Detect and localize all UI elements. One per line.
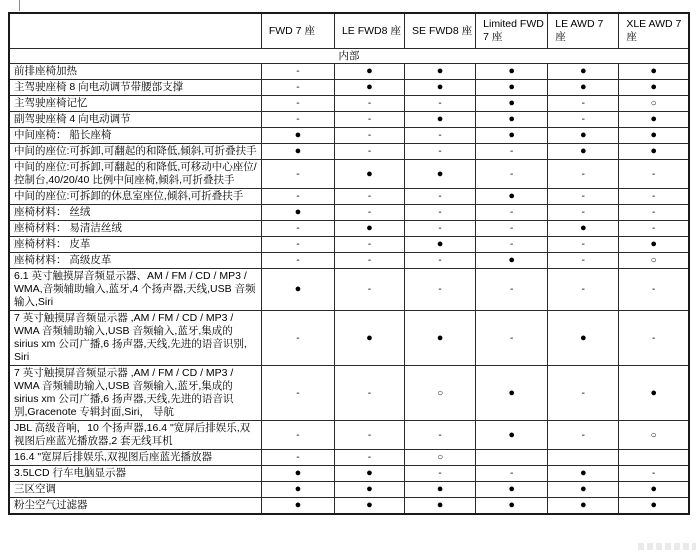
value-cell: ● bbox=[405, 237, 476, 253]
value-cell: ● bbox=[476, 421, 548, 450]
value-cell: ● bbox=[476, 366, 548, 421]
section-label: 内部 bbox=[9, 49, 689, 64]
value-cell: - bbox=[261, 112, 334, 128]
table-row bbox=[9, 269, 689, 311]
column-header: LE AWD 7 座 bbox=[548, 13, 619, 49]
value-cell: ○ bbox=[405, 366, 476, 421]
value-cell: - bbox=[261, 80, 334, 96]
value-cell: - bbox=[405, 421, 476, 450]
value-cell: ● bbox=[405, 160, 476, 189]
table-row bbox=[9, 237, 689, 253]
value-cell: - bbox=[261, 237, 334, 253]
value-cell: ● bbox=[405, 80, 476, 96]
watermark-smudge bbox=[638, 543, 696, 550]
value-cell: ● bbox=[476, 80, 548, 96]
value-cell: ● bbox=[619, 144, 689, 160]
value-cell: - bbox=[334, 237, 404, 253]
value-cell: ○ bbox=[619, 253, 689, 269]
value-cell: - bbox=[405, 253, 476, 269]
value-cell: - bbox=[548, 269, 619, 311]
feature-cell: 主驾驶座椅记忆 bbox=[9, 96, 261, 112]
value-cell: ● bbox=[261, 205, 334, 221]
value-cell: - bbox=[619, 160, 689, 189]
value-cell: - bbox=[405, 96, 476, 112]
value-cell: - bbox=[334, 269, 404, 311]
value-cell: ● bbox=[261, 269, 334, 311]
feature-cell: 主驾驶座椅 8 向电动调节带腰部支撑 bbox=[9, 80, 261, 96]
table-row bbox=[9, 144, 689, 160]
value-cell: - bbox=[334, 421, 404, 450]
value-cell: - bbox=[334, 144, 404, 160]
value-cell: - bbox=[619, 189, 689, 205]
value-cell: ● bbox=[334, 64, 404, 80]
table-row bbox=[9, 128, 689, 144]
feature-cell: 中间座椅： 船长座椅 bbox=[9, 128, 261, 144]
value-cell: ● bbox=[619, 112, 689, 128]
value-cell: ● bbox=[548, 221, 619, 237]
value-cell: - bbox=[405, 221, 476, 237]
value-cell: ● bbox=[548, 64, 619, 80]
feature-cell: 座椅材料： 易清洁丝绒 bbox=[9, 221, 261, 237]
table-row bbox=[9, 64, 689, 80]
table-row bbox=[9, 421, 689, 450]
value-cell: - bbox=[548, 160, 619, 189]
value-cell: - bbox=[261, 96, 334, 112]
value-cell: ● bbox=[405, 64, 476, 80]
value-cell: - bbox=[334, 205, 404, 221]
value-cell: - bbox=[476, 269, 548, 311]
table-header bbox=[9, 13, 689, 49]
value-cell bbox=[476, 450, 548, 466]
table-row bbox=[9, 221, 689, 237]
value-cell: - bbox=[619, 269, 689, 311]
value-cell: ● bbox=[261, 466, 334, 482]
value-cell: - bbox=[476, 311, 548, 366]
feature-cell: 16.4 "宽屏后排娱乐,双视图后座蓝光播放器 bbox=[9, 450, 261, 466]
value-cell: - bbox=[476, 466, 548, 482]
table-row bbox=[9, 311, 689, 366]
table-top-edge-artifact bbox=[19, 0, 20, 11]
value-cell: ● bbox=[476, 189, 548, 205]
value-cell: ● bbox=[548, 80, 619, 96]
value-cell: - bbox=[261, 366, 334, 421]
value-cell: ● bbox=[476, 128, 548, 144]
table-row bbox=[9, 366, 689, 421]
value-cell: - bbox=[405, 189, 476, 205]
table-row bbox=[9, 205, 689, 221]
value-cell: - bbox=[476, 160, 548, 189]
value-cell: ● bbox=[619, 498, 689, 515]
value-cell: ○ bbox=[619, 96, 689, 112]
value-cell: ● bbox=[619, 64, 689, 80]
value-cell: - bbox=[405, 205, 476, 221]
value-cell: - bbox=[334, 366, 404, 421]
feature-cell: 3.5LCD 行车电脑显示器 bbox=[9, 466, 261, 482]
table-row bbox=[9, 96, 689, 112]
value-cell: ○ bbox=[619, 421, 689, 450]
value-cell: - bbox=[619, 221, 689, 237]
feature-cell: 粉尘空气过滤器 bbox=[9, 498, 261, 515]
value-cell: ● bbox=[261, 128, 334, 144]
value-cell: ● bbox=[548, 128, 619, 144]
value-cell: ● bbox=[476, 64, 548, 80]
feature-cell: 中间的座位:可拆卸,可翻起的和降低,倾斜,可折叠扶手 bbox=[9, 144, 261, 160]
value-cell: - bbox=[261, 221, 334, 237]
value-cell: ● bbox=[261, 498, 334, 515]
feature-cell: 座椅材料： 丝绒 bbox=[9, 205, 261, 221]
feature-cell: 座椅材料： 皮革 bbox=[9, 237, 261, 253]
value-cell: ● bbox=[619, 482, 689, 498]
feature-cell: 中间的座位:可拆卸,可翻起的和降低,可移动中心座位/控制台,40/20/40 比例中间座椅,倾斜,可折叠扶手 bbox=[9, 160, 261, 189]
value-cell: - bbox=[261, 189, 334, 205]
value-cell: - bbox=[405, 144, 476, 160]
value-cell: - bbox=[476, 205, 548, 221]
value-cell: ● bbox=[548, 311, 619, 366]
column-header: Limited FWD 7 座 bbox=[476, 13, 548, 49]
value-cell: ● bbox=[476, 96, 548, 112]
column-header: LE FWD8 座 bbox=[334, 13, 404, 49]
value-cell: - bbox=[405, 128, 476, 144]
value-cell: - bbox=[334, 450, 404, 466]
value-cell: ● bbox=[334, 466, 404, 482]
value-cell: - bbox=[476, 144, 548, 160]
value-cell: - bbox=[405, 269, 476, 311]
value-cell: ● bbox=[261, 482, 334, 498]
feature-cell: 中间的座位:可拆卸的休息室座位,倾斜,可折叠扶手 bbox=[9, 189, 261, 205]
value-cell: ● bbox=[405, 112, 476, 128]
value-cell: ● bbox=[619, 237, 689, 253]
value-cell: - bbox=[261, 64, 334, 80]
value-cell: ● bbox=[619, 80, 689, 96]
table-body bbox=[9, 49, 689, 515]
corner-cell bbox=[9, 13, 261, 49]
column-header: FWD 7 座 bbox=[261, 13, 334, 49]
table-row bbox=[9, 160, 689, 189]
feature-cell: 三区空调 bbox=[9, 482, 261, 498]
value-cell: - bbox=[334, 112, 404, 128]
value-cell: - bbox=[334, 253, 404, 269]
value-cell: - bbox=[476, 237, 548, 253]
value-cell: - bbox=[548, 205, 619, 221]
value-cell: ● bbox=[476, 498, 548, 515]
value-cell: ● bbox=[405, 311, 476, 366]
value-cell: - bbox=[548, 366, 619, 421]
value-cell: ● bbox=[405, 482, 476, 498]
value-cell: - bbox=[548, 253, 619, 269]
value-cell: ● bbox=[334, 482, 404, 498]
feature-cell: 7 英寸触摸屏音频显示器 ,AM / FM / CD / MP3 / WMA 音频辅助输入,USB 音频输入,蓝牙,集成的 sirius xm 公司广播,6 扬声器,天线,先进的语音识别, Siri bbox=[9, 311, 261, 366]
value-cell: - bbox=[548, 237, 619, 253]
feature-cell: 6.1 英寸触摸屏音频显示器、AM / FM / CD / MP3 / WMA,音频辅助输入,蓝牙,4 个扬声器,天线,USB 音频输入,Siri bbox=[9, 269, 261, 311]
value-cell: ● bbox=[548, 482, 619, 498]
table-row bbox=[9, 450, 689, 466]
value-cell: - bbox=[619, 466, 689, 482]
value-cell: ● bbox=[334, 498, 404, 515]
column-header: SE FWD8 座 bbox=[405, 13, 476, 49]
value-cell: - bbox=[261, 160, 334, 189]
value-cell bbox=[548, 450, 619, 466]
feature-cell: 7 英寸触摸屏音频显示器 ,AM / FM / CD / MP3 / WMA 音频辅助输入,USB 音频输入,蓝牙,集成的 sirius xm 公司广播,6 扬声器,天线,先进的语音识别,Gracenote 专辑封面,Siri， 导航 bbox=[9, 366, 261, 421]
table-row bbox=[9, 253, 689, 269]
value-cell: ● bbox=[261, 144, 334, 160]
value-cell: - bbox=[476, 221, 548, 237]
value-cell: - bbox=[261, 253, 334, 269]
feature-cell: JBL 高级音响，10 个扬声器,16.4 "宽屏后排娱乐,双视图后座蓝光播放器,2 套无线耳机 bbox=[9, 421, 261, 450]
value-cell: ● bbox=[476, 253, 548, 269]
value-cell: - bbox=[261, 311, 334, 366]
value-cell: ● bbox=[334, 221, 404, 237]
value-cell: - bbox=[548, 189, 619, 205]
value-cell: - bbox=[405, 466, 476, 482]
value-cell: ● bbox=[548, 498, 619, 515]
value-cell: - bbox=[548, 96, 619, 112]
table-row bbox=[9, 189, 689, 205]
value-cell: ○ bbox=[405, 450, 476, 466]
value-cell: - bbox=[548, 112, 619, 128]
value-cell bbox=[619, 450, 689, 466]
value-cell: ● bbox=[476, 112, 548, 128]
value-cell: ● bbox=[334, 160, 404, 189]
trim-comparison-table bbox=[8, 12, 690, 515]
value-cell: ● bbox=[619, 128, 689, 144]
value-cell: - bbox=[619, 205, 689, 221]
table-row bbox=[9, 112, 689, 128]
value-cell: ● bbox=[334, 311, 404, 366]
value-cell: ● bbox=[548, 144, 619, 160]
feature-cell: 前排座椅加热 bbox=[9, 64, 261, 80]
value-cell: - bbox=[334, 96, 404, 112]
table-row bbox=[9, 466, 689, 482]
value-cell: - bbox=[261, 421, 334, 450]
table-row bbox=[9, 482, 689, 498]
header-row bbox=[9, 13, 689, 49]
value-cell: ● bbox=[334, 80, 404, 96]
column-header: XLE AWD 7 座 bbox=[619, 13, 689, 49]
feature-cell: 副驾驶座椅 4 向电动调节 bbox=[9, 112, 261, 128]
value-cell: - bbox=[548, 421, 619, 450]
value-cell: ● bbox=[476, 482, 548, 498]
value-cell: - bbox=[619, 311, 689, 366]
table-row bbox=[9, 498, 689, 515]
table-row bbox=[9, 80, 689, 96]
value-cell: - bbox=[334, 189, 404, 205]
value-cell: ● bbox=[405, 498, 476, 515]
value-cell: ● bbox=[619, 366, 689, 421]
value-cell: - bbox=[334, 128, 404, 144]
section-row bbox=[9, 49, 689, 64]
value-cell: - bbox=[261, 450, 334, 466]
feature-cell: 座椅材料： 高级皮革 bbox=[9, 253, 261, 269]
value-cell: ● bbox=[548, 466, 619, 482]
